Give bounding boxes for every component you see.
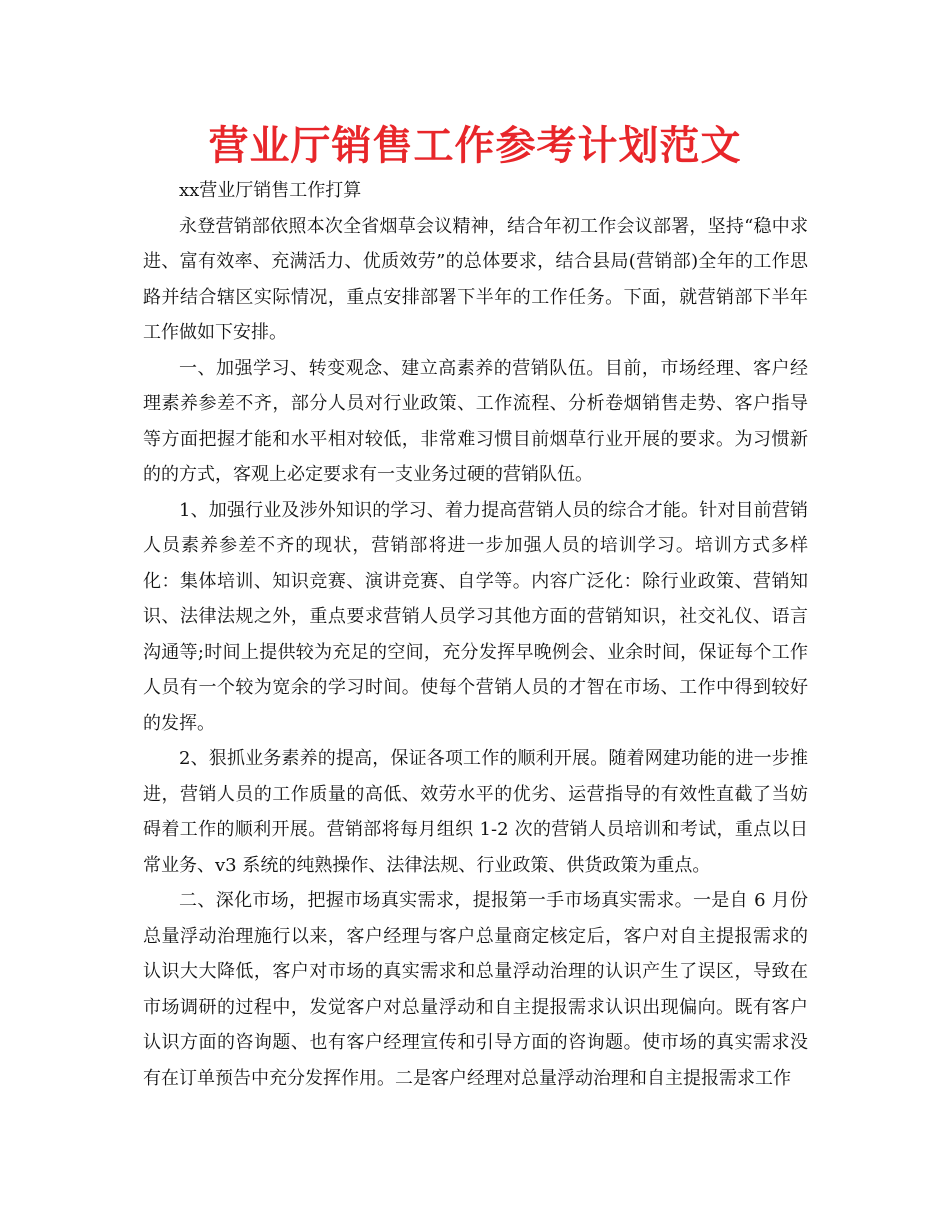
document-title: 营业厅销售工作参考计划范文 bbox=[208, 122, 742, 169]
paragraph-4: 2、狠抓业务素养的提高，保证各项工作的顺利开展。随着网建功能的进一步推进，营销人员的工作质量的高低、效劳水平的优劣、运营指导的有效性直截了当妨碍着工作的顺利开展。营销部将每月组织 1-2 次的营销人员培训和考试，重点以日常业务、v3 系统的纯熟操作、法律法规、行业政策、供货政策为重点。 bbox=[143, 748, 808, 876]
paragraph-2: 一、加强学习、转变观念、建立高素养的营销队伍。目前，市场经理、客户经理素养参差不齐，部分人员对行业政策、工作流程、分析卷烟销售走势、客户指导等方面把握才能和水平相对较低，非常难习惯目前烟草行业开展的要求。为习惯新的的方式，客观上必定要求有一支业务过硬的营销队伍。 bbox=[143, 357, 808, 485]
paragraph-3: 1、加强行业及涉外知识的学习、着力提高营销人员的综合才能。针对目前营销人员素养参差不齐的现状，营销部将进一步加强人员的培训学习。培训方式多样化：集体培训、知识竞赛、演讲竞赛、自学等。内容广泛化：除行业政策、营销知识、法律法规之外，重点要求营销人员学习其他方面的营销知识，社交礼仪、语言沟通等;时间上提供较为充足的空间，充分发挥早晚例会、业余时间，保证每个工作人员有一个较为宽余的学习时间。使每个营销人员的才智在市场、工作中得到较好的发挥。 bbox=[143, 499, 808, 734]
paragraph-1: 永登营销部依照本次全省烟草会议精神，结合年初工作会议部署，坚持“稳中求进、富有效率、充满活力、优质效劳”的总体要求，结合县局(营销部)全年的工作思路并结合辖区实际情况，重点安排部署下半年的工作任务。下面，就营销部下半年工作做如下安排。 bbox=[143, 215, 808, 343]
paragraph-5: 二、深化市场，把握市场真实需求，提报第一手市场真实需求。一是自 6 月份总量浮动治理施行以来，客户经理与客户总量商定核定后，客户对自主提报需求的认识大大降低，客户对市场的真实需求和总量浮动治理的认识产生了误区，导致在市场调研的过程中，发觉客户对总量浮动和自主提报需求认识出现偏向。既有客户认识方面的咨询题、也有客户经理宣传和引导方面的咨询题。使市场的真实需求没有在订单预告中充分发挥作用。二是客户经理对总量浮动治理和自主提报需求工作 bbox=[143, 890, 808, 1089]
document-subtitle: xx营业厅销售工作打算 bbox=[179, 180, 362, 201]
document-body bbox=[143, 173, 808, 1096]
